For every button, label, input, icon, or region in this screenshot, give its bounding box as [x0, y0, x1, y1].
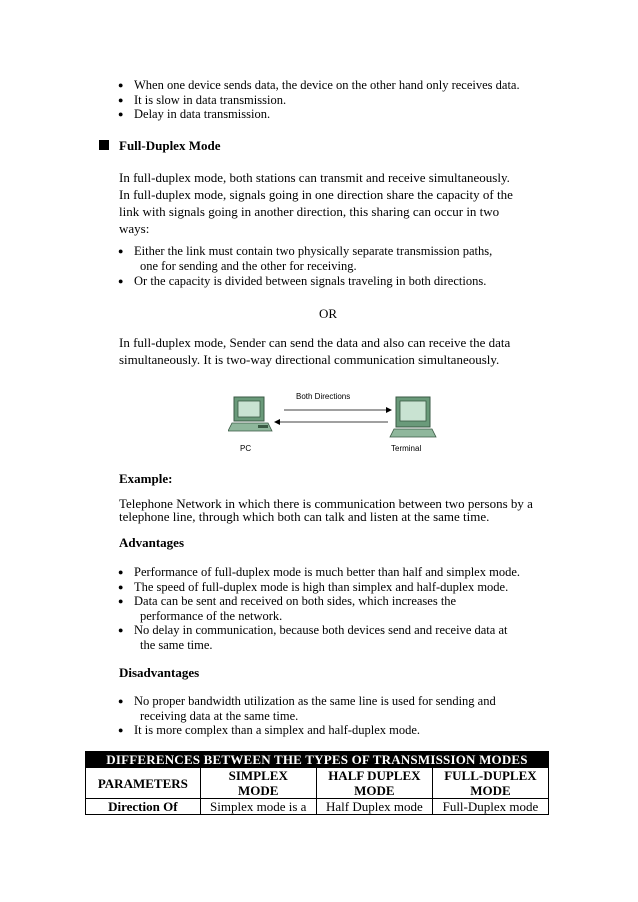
arrow-right-head	[386, 407, 392, 413]
list-item: ● The speed of full-duplex mode is high than simplex and half-duplex mode.	[118, 580, 558, 595]
list-item: ● It is slow in data transmission.	[118, 93, 558, 108]
pc-icon	[228, 397, 272, 431]
terminal-icon	[390, 397, 436, 437]
table-cell: Simplex mode is a	[200, 799, 316, 815]
text-line: telephone line, through which both can talk and listen at the same time.	[119, 509, 490, 524]
intro-paragraph	[119, 169, 549, 237]
arrow-label: Both Directions	[296, 392, 351, 401]
disadvantages-heading: Disadvantages	[119, 665, 200, 680]
list-item: ● When one device sends data, the device on the other hand only receives data.	[118, 78, 558, 93]
table-header-row	[86, 768, 549, 799]
list-item: ● Either the link must contain two physically separate transmission paths, one for sending and the other for receiving.	[118, 244, 558, 274]
disadvantages-list	[118, 694, 558, 738]
advantages-heading: Advantages	[119, 535, 185, 550]
text-line: In full-duplex mode, both stations can transmit and receive simultaneously.	[119, 170, 510, 185]
list-item: ● It is more complex than a simplex and half-duplex mode.	[118, 723, 558, 738]
full-duplex-diagram	[228, 389, 440, 457]
text-line: link with signals going in another direction, this sharing can occur in two	[119, 204, 500, 219]
section-heading: Full-Duplex Mode	[119, 138, 221, 153]
list-item: ● Delay in data transmission.	[118, 107, 558, 122]
table-cell: Direction Of	[86, 799, 201, 815]
list-item: ● No delay in communication, because both devices send and receive data at the same time.	[118, 623, 558, 652]
table-title: DIFFERENCES BETWEEN THE TYPES OF TRANSMISSION MODES	[86, 752, 549, 768]
table-header-cell: HALF DUPLEX MODE	[316, 768, 432, 799]
text-line: In full-duplex mode, signals going in one direction share the capacity of the	[119, 187, 513, 202]
differences-table	[85, 751, 549, 815]
list-item: ● Or the capacity is divided between signals traveling in both directions.	[118, 274, 558, 289]
table-row	[86, 799, 549, 815]
text-line: ways:	[119, 221, 150, 236]
advantages-list	[118, 565, 558, 652]
terminal-label: Terminal	[391, 444, 422, 453]
or-separator: OR	[319, 306, 338, 321]
ways-list	[118, 244, 558, 289]
list-item: ● Performance of full-duplex mode is much better than half and simplex mode.	[118, 565, 558, 580]
text-line: Telephone Network in which there is communication between two persons by a	[119, 496, 533, 511]
table-header-cell: SIMPLEX MODE	[200, 768, 316, 799]
example-paragraph	[119, 497, 559, 523]
list-item: ● No proper bandwidth utilization as the same line is used for sending and receiving data at the same time.	[118, 694, 558, 723]
arrow-left-head	[274, 419, 280, 425]
text-line: simultaneously. It is two-way directional communication simultaneously.	[119, 352, 500, 367]
top-bullet-list	[118, 78, 558, 122]
table-header-cell: FULL-DUPLEX MODE	[432, 768, 548, 799]
alt-paragraph	[119, 334, 549, 368]
square-bullet-icon	[99, 140, 109, 150]
list-item: ● Data can be sent and received on both sides, which increases the performance of the network.	[118, 594, 558, 623]
text-line: In full-duplex mode, Sender can send the data and also can receive the data	[119, 335, 511, 350]
pc-label: PC	[240, 444, 252, 453]
table-cell: Full-Duplex mode	[432, 799, 548, 815]
example-heading: Example:	[119, 471, 173, 486]
table-cell: Half Duplex mode	[316, 799, 432, 815]
table-header-cell: PARAMETERS	[86, 768, 201, 799]
